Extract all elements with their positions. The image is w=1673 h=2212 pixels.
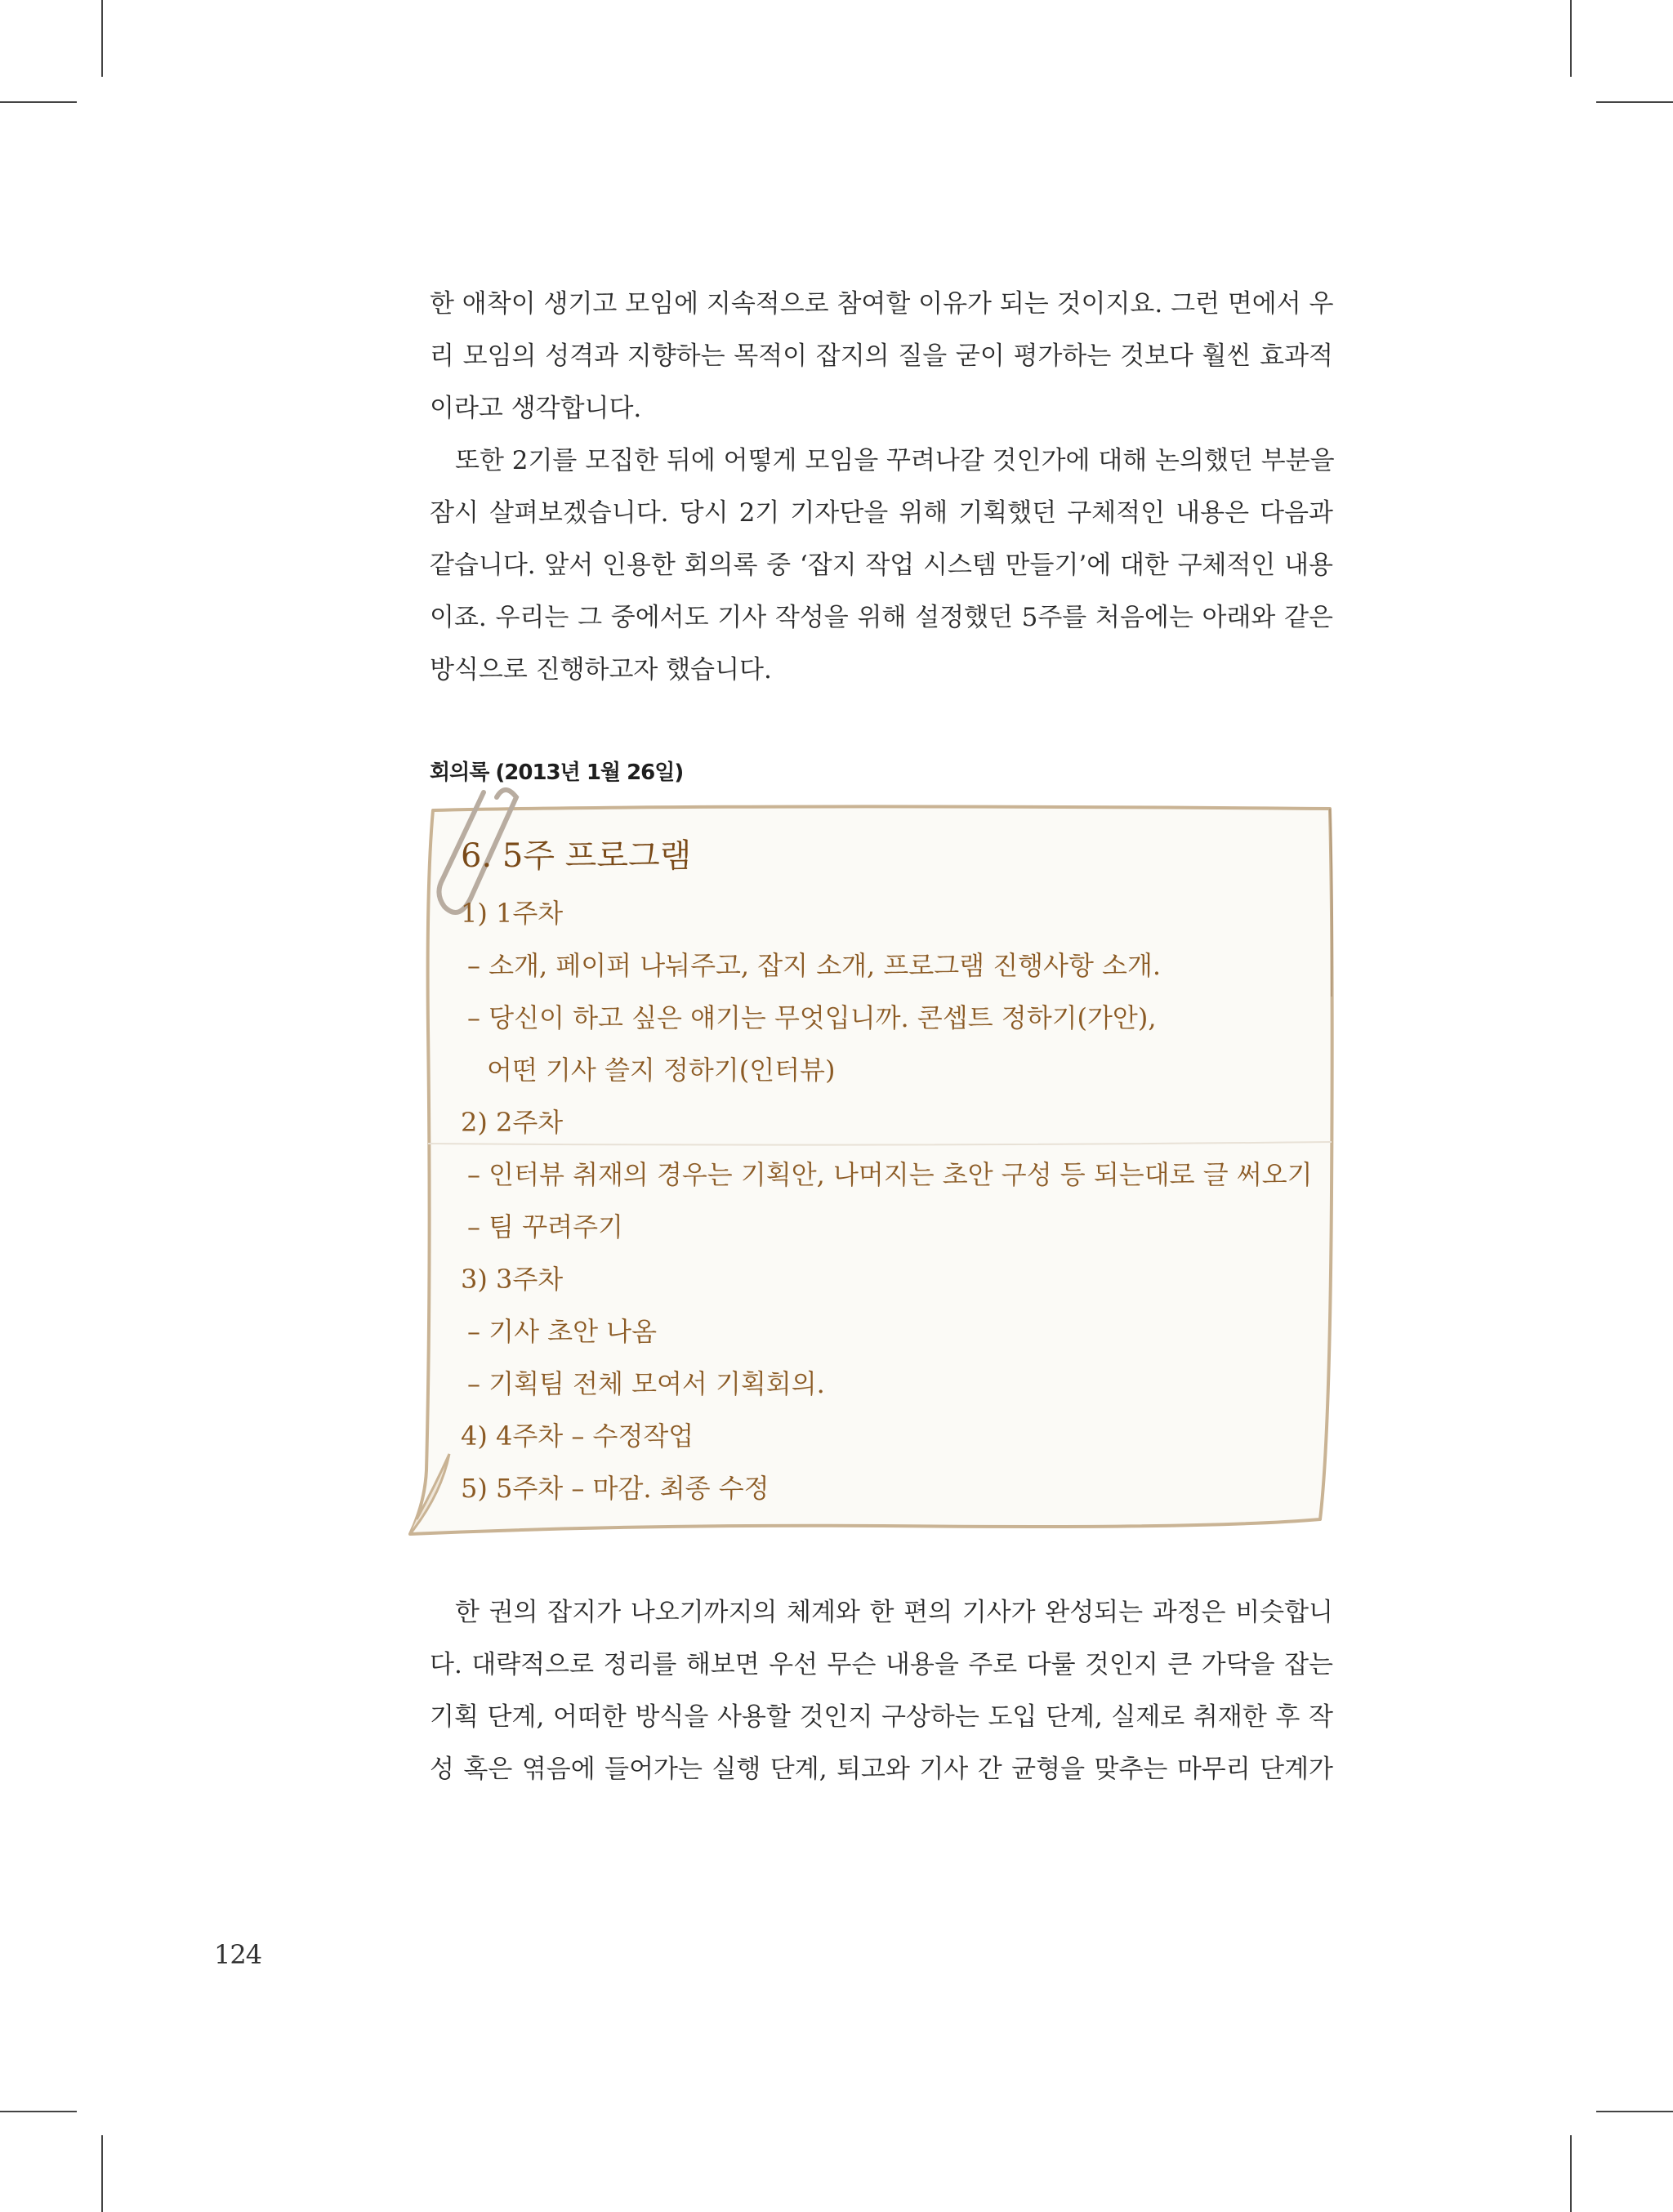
note-line: 1) 1주차 — [461, 898, 564, 929]
note-line: – 기사 초안 나옴 — [467, 1316, 657, 1347]
body-paragraph-3 — [430, 1586, 1333, 1795]
minutes-caption: 회의록 (2013년 1월 26일) — [430, 760, 684, 785]
text-line: 방식으로 진행하고자 했습니다. — [430, 655, 772, 685]
note-line: – 기획팀 전체 모여서 기획회의. — [467, 1368, 825, 1399]
crop-mark-top-right-v — [1570, 0, 1572, 77]
note-title: 6. 5주 프로그램 — [461, 837, 692, 875]
crop-mark-top-left-h — [0, 101, 77, 103]
note-line: 어떤 기사 쓸지 정하기(인터뷰) — [487, 1055, 836, 1086]
note-line: – 팀 꾸려주기 — [467, 1211, 623, 1242]
note-content — [441, 817, 1315, 1514]
text-line: 같습니다. 앞서 인용한 회의록 중 ‘잡지 작업 시스템 만들기’에 대한 구체적인 내용 — [430, 551, 1333, 580]
page-number: 124 — [214, 1939, 262, 1970]
text-line: 성 혹은 엮음에 들어가는 실행 단계, 퇴고와 기사 간 균형을 맞추는 마무리 단계가 — [430, 1755, 1333, 1784]
text-line: 또한 2기를 모집한 뒤에 어떻게 모임을 꾸려나갈 것인가에 대해 논의했던 부분을 — [455, 446, 1335, 475]
crop-mark-top-right-h — [1596, 101, 1673, 103]
crop-mark-bottom-right-v — [1570, 2135, 1572, 2212]
note-line: – 당신이 하고 싶은 얘기는 무엇입니까. 콘셉트 정하기(가안), — [467, 1002, 1157, 1033]
text-line: 한 권의 잡지가 나오기까지의 체계와 한 편의 기사가 완성되는 과정은 비슷합니 — [455, 1598, 1333, 1627]
crop-mark-bottom-left-v — [101, 2135, 103, 2212]
text-line: 기획 단계, 어떠한 방식을 사용할 것인지 구상하는 도입 단계, 실제로 취재한 후 작 — [430, 1702, 1333, 1732]
text-line: 잠시 살펴보겠습니다. 당시 2기 기자단을 위해 기획했던 구체적인 내용은 다음과 — [430, 498, 1333, 528]
crop-mark-bottom-left-h — [0, 2111, 77, 2112]
text-line: 다. 대략적으로 정리를 해보면 우선 무슨 내용을 주로 다룰 것인지 큰 가닥을 잡는 — [430, 1650, 1333, 1679]
text-line: 이라고 생각합니다. — [430, 394, 642, 423]
body-paragraph-1 — [430, 278, 1333, 435]
note-line: 2) 2주차 — [461, 1107, 564, 1138]
note-line: 4) 4주차 – 수정작업 — [461, 1420, 694, 1452]
note-line: 5) 5주차 – 마감. 최종 수정 — [461, 1473, 770, 1504]
text-line: 리 모임의 성격과 지향하는 목적이 잡지의 질을 굳이 평가하는 것보다 훨씬 효과적 — [430, 341, 1333, 371]
text-line: 이죠. 우리는 그 중에서도 기사 작성을 위해 설정했던 5주를 처음에는 아래와 같은 — [430, 603, 1333, 632]
crop-mark-top-left-v — [101, 0, 103, 77]
body-paragraph-2 — [430, 435, 1333, 696]
note-line: – 인터뷰 취재의 경우는 기획안, 나머지는 초안 구성 등 되는대로 글 써오기 — [467, 1159, 1313, 1190]
text-line: 한 애착이 생기고 모임에 지속적으로 참여할 이유가 되는 것이지요. 그런 면에서 우 — [430, 289, 1334, 319]
crop-mark-bottom-right-h — [1596, 2111, 1673, 2112]
note-line: 3) 3주차 — [461, 1264, 564, 1295]
note-line: – 소개, 페이퍼 나눠주고, 잡지 소개, 프로그램 진행사항 소개. — [467, 950, 1162, 981]
